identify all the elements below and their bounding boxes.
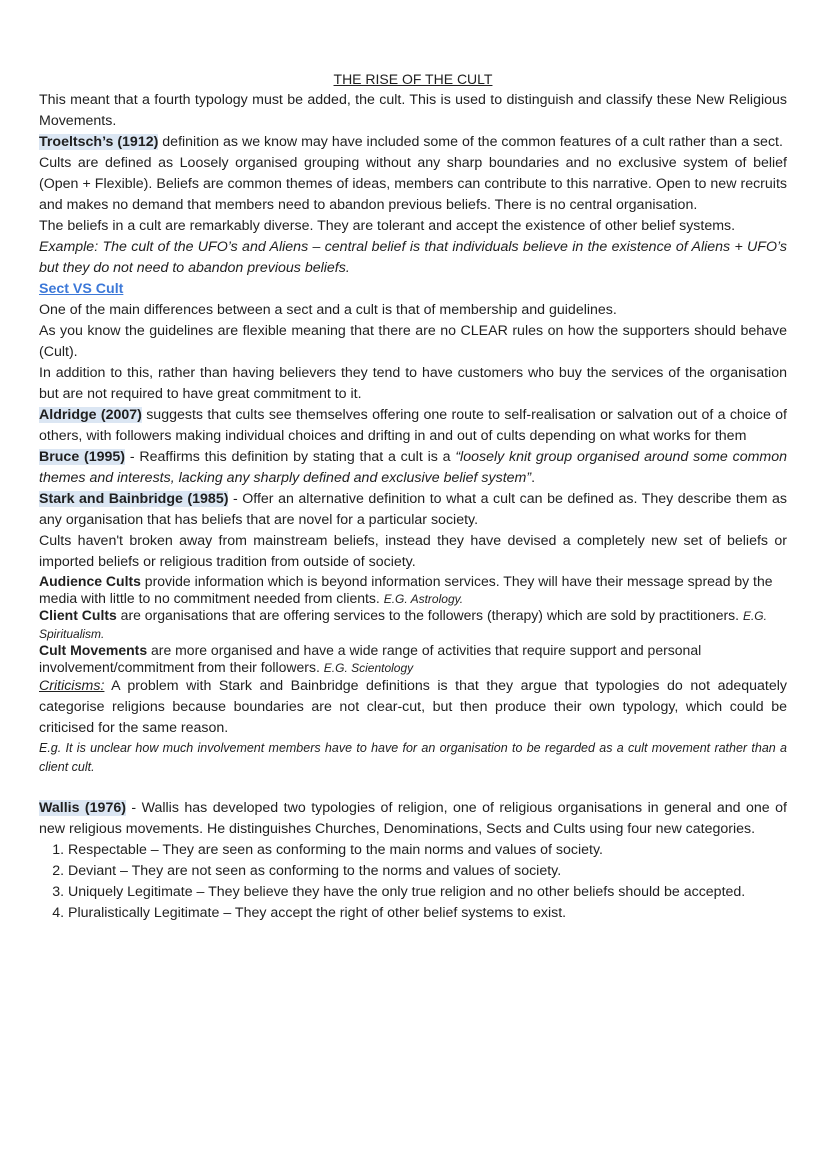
bruce-quote: “loosely knit group organised around some common themes and interests, lacking any sharply defined and exclusive belief system” — [39, 449, 788, 486]
paragraph-text: are more organised and have a wide range of activities that require support and personal involvement/commitment from their followers. — [39, 642, 702, 675]
paragraph-text: suggests that cults see themselves offering one route to self-realisation or salvation out of a choice of others, with followers making individual choices and drifting in and out of cults depending on what works for them — [39, 407, 787, 444]
paragraph-guidelines: As you know the guidelines are flexible meaning that there are no CLEAR rules on how the supporters should behave (Cult). — [39, 323, 787, 360]
term: Client Cults — [39, 607, 117, 623]
list-item: 1. Respectable – They are seen as conforming to the main norms and values of society. — [68, 840, 787, 861]
highlight-troeltsch: Troeltsch’s (1912) — [39, 134, 159, 150]
highlight-bruce: Bruce (1995) — [39, 449, 126, 465]
paragraph-definition: Cults are defined as Loosely organised grouping without any sharp boundaries and no exclusive system of belief (Open + Flexible). Beliefs are common themes of ideas, members can contribute to this narrative. Open to new recruits and makes no demand that members need to abandon previous beliefs. There is no central organisation. — [39, 155, 787, 213]
paragraph-mainstream: Cults haven't broken away from mainstream beliefs, instead they have devised a completely new set of beliefs or imported beliefs or religious tradition from outside of society. — [39, 533, 787, 570]
paragraph-stark — [39, 489, 787, 531]
paragraph-text: are organisations that are offering services to the followers (therapy) which are sold by practitioners. — [116, 607, 743, 623]
audience-cults — [39, 573, 787, 607]
paragraph-differences: One of the main differences between a sect and a cult is that of membership and guidelines. — [39, 302, 617, 318]
paragraph-text: - Reaffirms this definition by stating that a cult is a — [125, 449, 456, 465]
term: Cult Movements — [39, 642, 148, 658]
example: E.G. Scientology — [323, 660, 414, 675]
paragraph-text: . — [531, 470, 536, 486]
list-item: 4. Pluralistically Legitimate – They accept the right of other belief systems to exist. — [68, 903, 787, 924]
paragraph-customers: In addition to this, rather than having believers they tend to have customers who buy the services of the organisation but are not required to have great commitment to it. — [39, 365, 787, 402]
example: E.G. Spiritualism. — [39, 609, 767, 641]
page-title: THE RISE OF THE CULT — [333, 71, 493, 87]
paragraph-criticisms — [39, 676, 787, 739]
paragraph-troeltsch — [39, 132, 787, 153]
paragraph-wallis — [39, 798, 787, 840]
categories-list — [39, 840, 787, 924]
spacer — [39, 777, 787, 798]
section-heading[interactable] — [39, 279, 787, 300]
paragraph-example: Example: The cult of the UFO’s and Aliens – central belief is that individuals believe in the existence of Aliens + UFO’s but they do not need to abandon previous beliefs. — [39, 239, 787, 276]
paragraph-text: provide information which is beyond information services. They will have their message spread by the media with little to no commitment needed from clients. — [39, 573, 773, 606]
list-item: 2. Deviant – They are not seen as conforming to the norms and values of society. — [68, 861, 787, 882]
cult-types — [39, 573, 787, 676]
paragraph-example-2: E.g. It is unclear how much involvement members have to have for an organisation to be regarded as a cult movement rather than a client cult. — [39, 741, 787, 774]
sect-vs-cult-link[interactable]: Sect VS Cult — [39, 281, 124, 297]
paragraph-aldridge — [39, 405, 787, 447]
paragraph-text: definition as we know may have included some of the common features of a cult rather than a sect. — [158, 134, 783, 150]
cult-movements — [39, 642, 787, 676]
highlight-aldridge: Aldridge (2007) — [39, 407, 142, 423]
highlight-stark-bainbridge: Stark and Bainbridge (1985) — [39, 491, 229, 507]
paragraph-text: - Offer an alternative definition to what a cult can be defined as. They describe them as any organisation that has beliefs that are novel for a particular society. — [39, 491, 787, 528]
client-cults — [39, 607, 787, 642]
document-page — [39, 69, 787, 924]
paragraph-text: A problem with Stark and Bainbridge definitions is that they argue that typologies do not adequately categorise religions because boundaries are not clear-cut, but then produce their own typology, which could be criticised for the same reason. — [39, 678, 787, 736]
paragraph-intro: This meant that a fourth typology must be added, the cult. This is used to distinguish and classify these New Religious Movements. — [39, 92, 787, 129]
criticisms-label: Criticisms: — [39, 678, 105, 694]
list-item: 3. Uniquely Legitimate – They believe they have the only true religion and no other beliefs should be accepted. — [68, 882, 787, 903]
paragraph-text: - Wallis has developed two typologies of religion, one of religious organisations in general and one of new religious movements. He distinguishes Churches, Denominations, Sects and Cults using four new categories. — [39, 800, 787, 837]
highlight-wallis: Wallis (1976) — [39, 800, 126, 816]
paragraph-bruce — [39, 447, 787, 489]
example: E.G. Astrology. — [383, 591, 464, 606]
paragraph-beliefs: The beliefs in a cult are remarkably diverse. They are tolerant and accept the existence of other belief systems. — [39, 218, 736, 234]
term: Audience Cults — [39, 573, 141, 589]
